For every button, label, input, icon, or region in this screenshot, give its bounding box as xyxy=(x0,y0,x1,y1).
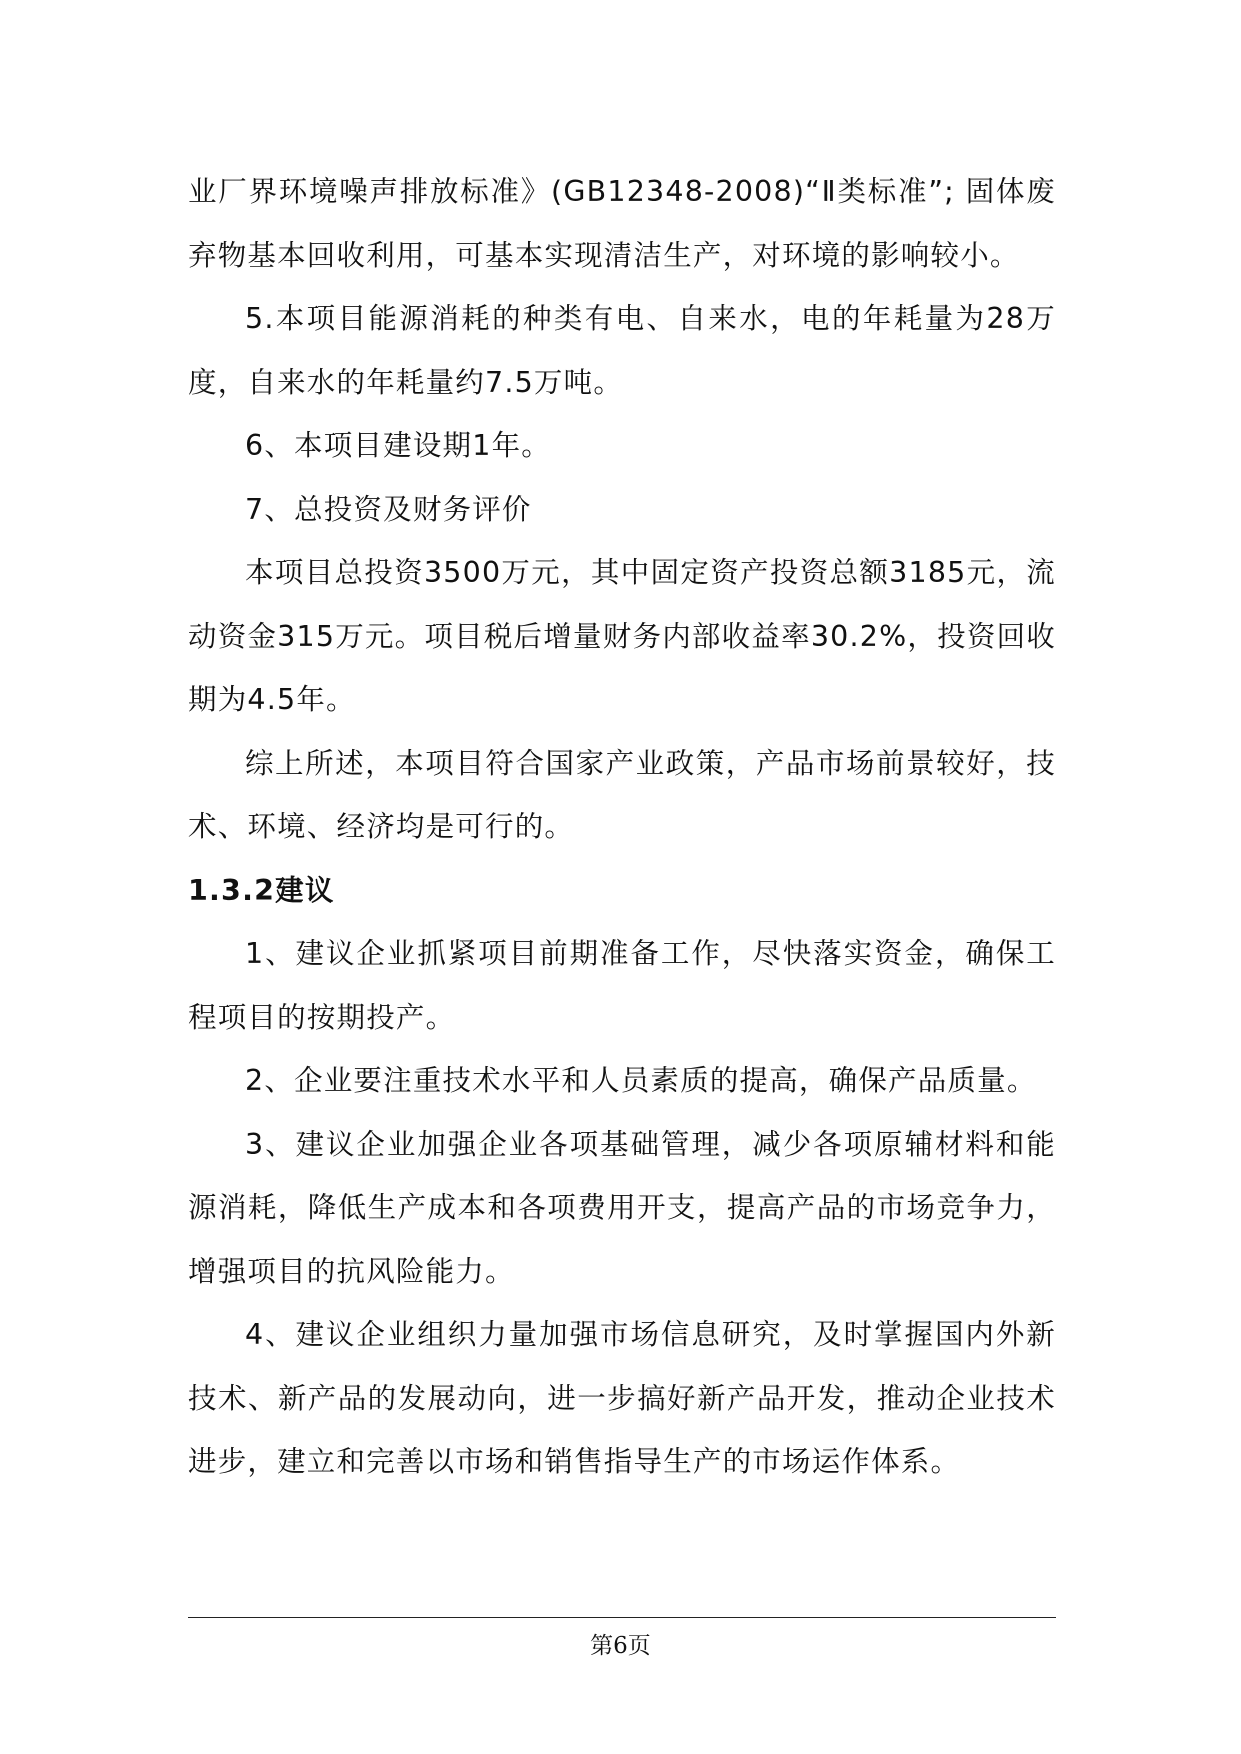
section-heading: 1.3.2建议 xyxy=(188,873,335,907)
paragraph-continuation: 业厂界环境噪声排放标准》(GB12348-2008)“Ⅱ类标准”; 固体废弃物基本回收利用，可基本实现清洁生产，对环境的影响较小。 xyxy=(188,175,1056,272)
paragraph-investment-title: 7、总投资及财务评价 xyxy=(245,492,532,526)
body-text xyxy=(188,160,1056,1494)
paragraph-construction-period: 6、本项目建设期1年。 xyxy=(245,429,551,462)
page-number: 第6页 xyxy=(590,1633,651,1659)
paragraph-conclusion: 综上所述，本项目符合国家产业政策，产品市场前景较好，技术、环境、经济均是可行的。 xyxy=(188,746,1056,843)
suggestion-item: 2、企业要注重技术水平和人员素质的提高，确保产品质量。 xyxy=(245,1064,1037,1097)
paragraph-investment: 本项目总投资3500万元，其中固定资产投资总额3185元，流动资金315万元。项目税后增量财务内部收益率30.2%，投资回收期为4.5年。 xyxy=(188,556,1056,716)
suggestion-item: 1、建议企业抓紧项目前期准备工作，尽快落实资金，确保工程项目的按期投产。 xyxy=(188,937,1056,1034)
suggestion-item: 3、建议企业加强企业各项基础管理，减少各项原辅材料和能源消耗，降低生产成本和各项费用开支，提高产品的市场竞争力，增强项目的抗风险能力。 xyxy=(188,1127,1056,1288)
footer-divider xyxy=(188,1617,1056,1618)
suggestion-item: 4、建议企业组织力量加强市场信息研究，及时掌握国内外新技术、新产品的发展动向，进一步搞好新产品开发，推动企业技术进步，建立和完善以市场和销售指导生产的市场运作体系。 xyxy=(188,1318,1056,1478)
paragraph-energy: 5.本项目能源消耗的种类有电、自来水，电的年耗量为28万度，自来水的年耗量约7.5万吨。 xyxy=(188,302,1056,399)
